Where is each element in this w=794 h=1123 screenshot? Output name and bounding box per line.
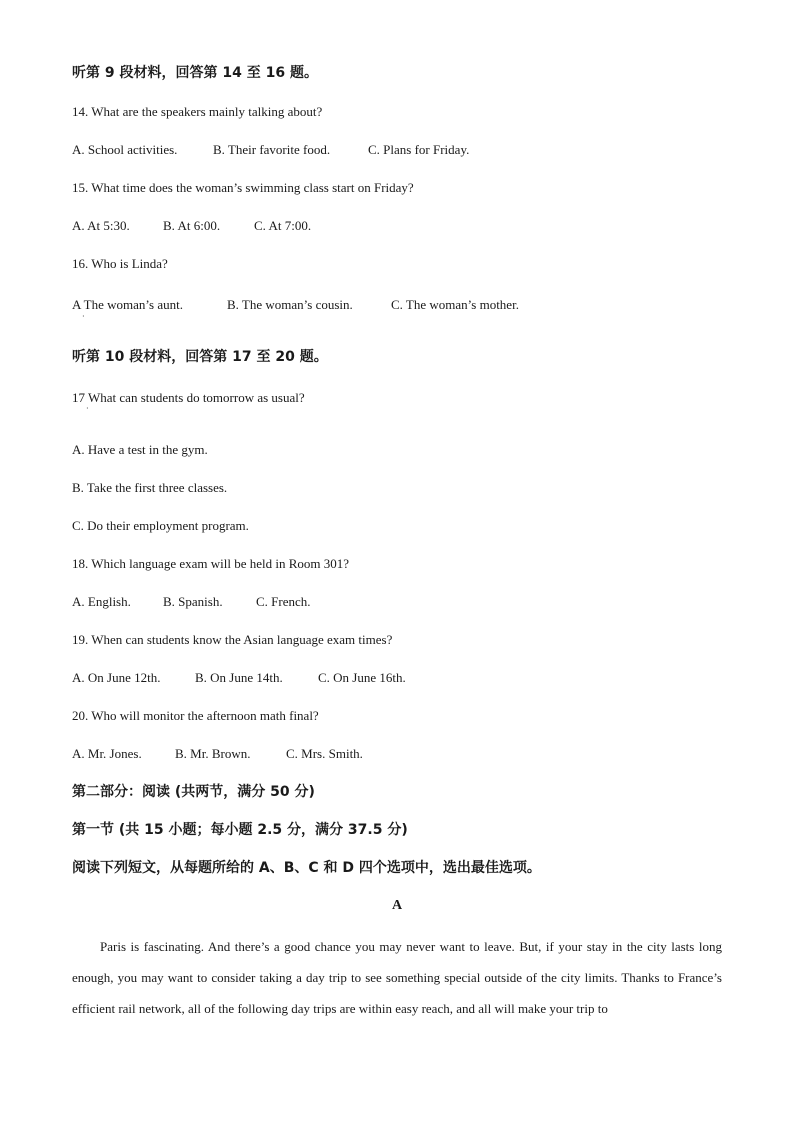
question-14: 14. What are the speakers mainly talking about?	[72, 104, 323, 119]
option-17-a: A. Have a test in the gym.	[72, 442, 208, 457]
option-17-c: C. Do their employment program.	[72, 518, 249, 533]
option-16-c: C. The woman’s mother.	[391, 297, 519, 312]
question-19: 19. When can students know the Asian language exam times?	[72, 632, 393, 647]
passage-paragraph: Paris is fascinating. And there’s a good chance you may never want to leave. But, if your stay in the city lasts long enough, you may want to consider taking a day trip to see something special outside of the city limits. Thanks to France’s efficient rail network, all of the following day trips are within easy reach, and all will make your trip to	[72, 939, 722, 1016]
part2-heading: 第二部分：阅读 (共两节，满分 50 分)	[72, 784, 315, 800]
part2-section1-heading: 第一节 (共 15 小题；每小题 2.5 分，满分 37.5 分)	[72, 822, 408, 838]
options-15	[72, 218, 311, 234]
stray-mark: ·	[82, 312, 85, 321]
option-18-b: B. Spanish.	[163, 594, 223, 609]
option-18-a: A. English.	[72, 594, 131, 609]
option-14-a: A. School activities.	[72, 142, 178, 157]
stray-mark: ·	[86, 404, 89, 413]
section10-heading: 听第 10 段材料，回答第 17 至 20 题。	[72, 349, 328, 365]
option-19-c: C. On June 16th.	[318, 670, 406, 685]
options-14	[72, 142, 469, 158]
option-15-c: C. At 7:00.	[254, 218, 312, 233]
question-20: 20. Who will monitor the afternoon math final?	[72, 708, 319, 723]
option-19-a: A. On June 12th.	[72, 670, 161, 685]
option-14-c: C. Plans for Friday.	[368, 142, 470, 157]
option-19-b: B. On June 14th.	[195, 670, 283, 685]
option-20-a: A. Mr. Jones.	[72, 746, 142, 761]
option-16-a: A The woman’s aunt.	[72, 297, 183, 312]
question-17: 17 What can students do tomorrow as usual?	[72, 390, 305, 405]
option-20-b: B. Mr. Brown.	[175, 746, 251, 761]
option-17-b: B. Take the first three classes.	[72, 480, 228, 495]
option-15-a: A. At 5:30.	[72, 218, 130, 233]
option-14-b: B. Their favorite food.	[213, 142, 331, 157]
section9-heading: 听第 9 段材料，回答第 14 至 16 题。	[72, 65, 318, 81]
option-18-c: C. French.	[256, 594, 311, 609]
passage-label: A	[391, 898, 403, 913]
options-20	[72, 746, 363, 762]
part2-instruction: 阅读下列短文，从每题所给的 A、B、C 和 D 四个选项中，选出最佳选项。	[72, 860, 541, 876]
options-18	[72, 594, 311, 610]
options-19	[72, 670, 406, 686]
question-15: 15. What time does the woman’s swimming class start on Friday?	[72, 180, 414, 195]
options-16	[72, 297, 519, 313]
question-18: 18. Which language exam will be held in Room 301?	[72, 556, 350, 571]
question-16: 16. Who is Linda?	[72, 256, 168, 271]
option-16-b: B. The woman’s cousin.	[227, 297, 353, 312]
option-15-b: B. At 6:00.	[163, 218, 221, 233]
option-20-c: C. Mrs. Smith.	[286, 746, 363, 761]
